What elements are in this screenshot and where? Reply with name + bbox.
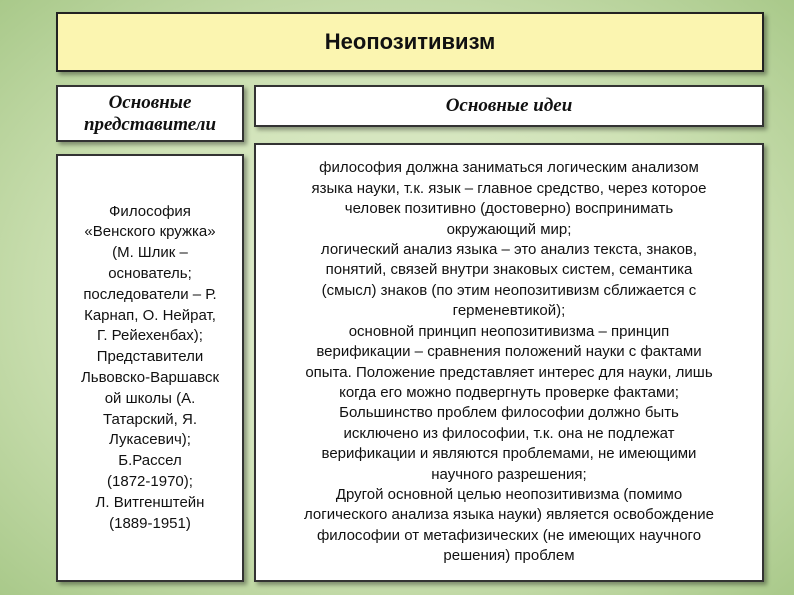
idea-line: верификации – сравнения положений науки с фактами <box>316 343 702 361</box>
idea-line: исключено из философии, т.к. она не подлежат <box>343 424 675 442</box>
title-banner <box>56 12 764 72</box>
representatives-header-line: Основные <box>108 91 192 113</box>
representative-line: основатель; <box>108 265 192 283</box>
representative-line: Философия <box>109 202 191 220</box>
idea-line: языка науки, т.к. язык – главное средство, через которое <box>311 179 707 197</box>
idea-line: (смысл) знаков (по этим неопозитивизм сближается с <box>321 281 697 299</box>
representatives-text <box>79 202 221 535</box>
idea-line: основной принцип неопозитивизма – принцип <box>348 322 670 340</box>
idea-line: человек позитивно (достоверно) воспринимать <box>344 200 674 218</box>
representatives-header-line: представители <box>83 113 217 135</box>
idea-line: когда его можно подвергнуть проверке фактами; <box>339 383 679 401</box>
idea-line: научного разрешения; <box>431 465 587 483</box>
representative-line: (1889-1951) <box>109 514 191 532</box>
idea-line: философии от метафизических (не имеющих научного <box>316 526 702 544</box>
representative-line: Б.Рассел <box>118 452 182 470</box>
representatives-header <box>56 85 244 142</box>
representative-line: Татарский, Я. <box>102 410 198 428</box>
representative-line: Львовско-Варшавск <box>80 369 220 386</box>
representative-line: последователи – Р. <box>83 285 217 303</box>
idea-line: решения) проблем <box>443 547 575 565</box>
idea-line: логический анализ языка – это анализ текста, знаков, <box>320 241 698 259</box>
idea-line: Другой основной целью неопозитивизма (помимо <box>335 485 683 503</box>
idea-line: окружающий мир; <box>446 220 572 238</box>
idea-line: Большинство проблем философии должно быть <box>339 404 679 422</box>
representative-line: Карнап, О. Нейрат, <box>84 306 216 324</box>
page-title: Неопозитивизм <box>324 29 496 54</box>
ideas-panel <box>254 143 764 582</box>
representatives-panel <box>56 154 244 582</box>
representative-line: «Венского кружка» <box>84 223 216 241</box>
ideas-text <box>298 158 720 566</box>
idea-line: верификации и являются проблемами, не имеющими <box>321 445 697 463</box>
representative-line: Представители <box>96 348 204 366</box>
representative-line: Лукасевич); <box>109 431 191 449</box>
idea-line: философия должна заниматься логическим анализом <box>319 159 699 177</box>
idea-line: опыта. Положение представляет интерес для науки, лишь <box>305 363 713 381</box>
representative-line: Г. Рейехенбах); <box>97 327 203 345</box>
idea-line: понятий, связей внутри знаковых систем, семантика <box>325 261 693 279</box>
ideas-header-text: Основные идеи <box>445 95 573 116</box>
idea-line: логического анализа языка науки) является освобождение <box>303 506 715 524</box>
ideas-header <box>254 85 764 127</box>
representative-line: Л. Витгенштейн <box>95 493 205 511</box>
representative-line: (М. Шлик – <box>112 244 188 262</box>
representatives-header-text <box>84 92 216 136</box>
representative-line: (1872-1970); <box>107 472 193 490</box>
idea-line: герменевтикой); <box>452 302 566 320</box>
representative-line: ой школы (А. <box>104 389 196 407</box>
